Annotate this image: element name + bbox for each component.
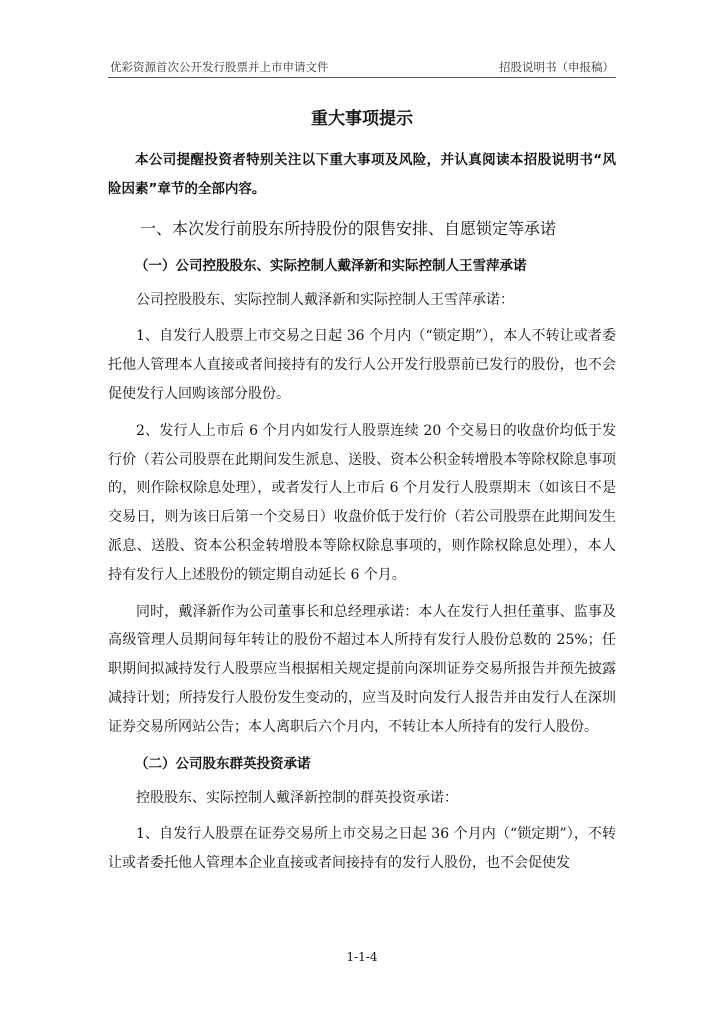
page-number: 1-1-4: [346, 950, 378, 964]
subsection-1-heading: （一）公司控股股东、实际控制人戴泽新和实际控制人王雪萍承诺: [135, 257, 527, 274]
subsection-1-item-1: 1、自发行人股票上市交易之日起 36 个月内（“锁定期”），本人不转让或者委托他人管理本人直接或者间接持有的发行人公开发行股票前已发行的股份，也不会促使发行人回购该部分股份。: [108, 328, 616, 402]
header-divider: [108, 77, 616, 78]
subsection-1-item-2: 2、发行人上市后 6 个月内如发行人股票连续 20 个交易日的收盘价均低于发行价（若公司股票在此期间发生派息、送股、资本公积金转增股本等除权除息事项的，则作除权除息处理），或者发行人上市后 6 个月发行人股票期末（如该日不是交易日，则为该日后第一个交易日）收盘价低于发行价（若公司股票在此期间发生派息、送股、资本公积金转增股本等除权除息事项的，则作除权除息处理），本人持有发行人上述股份的锁定期自动延长 6 个月。: [108, 422, 616, 583]
page-title: 重大事项提示: [311, 109, 413, 129]
intro-paragraph: 本公司提醒投资者特别关注以下重大事项及风险，并认真阅读本招股说明书“风险因素”章节的全部内容。: [108, 152, 616, 197]
subsection-1-paragraph-3: 同时，戴泽新作为公司董事长和总经理承诺：本人在发行人担任董事、监事及高级管理人员期间每年转让的股份不超过本人所持有发行人股份总数的 25%；任职期间拟减持发行人股票应当根据相关规定提前向深圳证券交易所报告并预先披露减持计划；所持发行人股份发生变动的，应当及时向发行人报告并由发行人在深圳证券交易所网站公告；本人离职后六个月内，不转让本人所持有的发行人股份。: [108, 603, 616, 735]
subsection-1-lead: 公司控股股东、实际控制人戴泽新和实际控制人王雪萍承诺：: [136, 291, 514, 308]
document-body: [108, 146, 616, 878]
subsection-2-lead: 控股股东、实际控制人戴泽新控制的群英投资承诺：: [136, 789, 458, 806]
subsection-2-item-1: 1、自发行人股票在证券交易所上市交易之日起 36 个月内（“锁定期”），不转让或者委托他人管理本企业直接或者间接持有的发行人股份，也不会促使发: [108, 826, 616, 872]
subsection-2-heading: （二）公司股东群英投资承诺: [135, 755, 311, 772]
header-document-name: 优彩资源首次公开发行股票并上市申请文件: [110, 60, 329, 74]
header-document-type: 招股说明书（申报稿）: [499, 60, 614, 74]
page-header: [108, 56, 616, 76]
section-1-heading: 一、本次发行前股东所持股份的限售安排、自愿锁定等承诺: [140, 218, 557, 238]
